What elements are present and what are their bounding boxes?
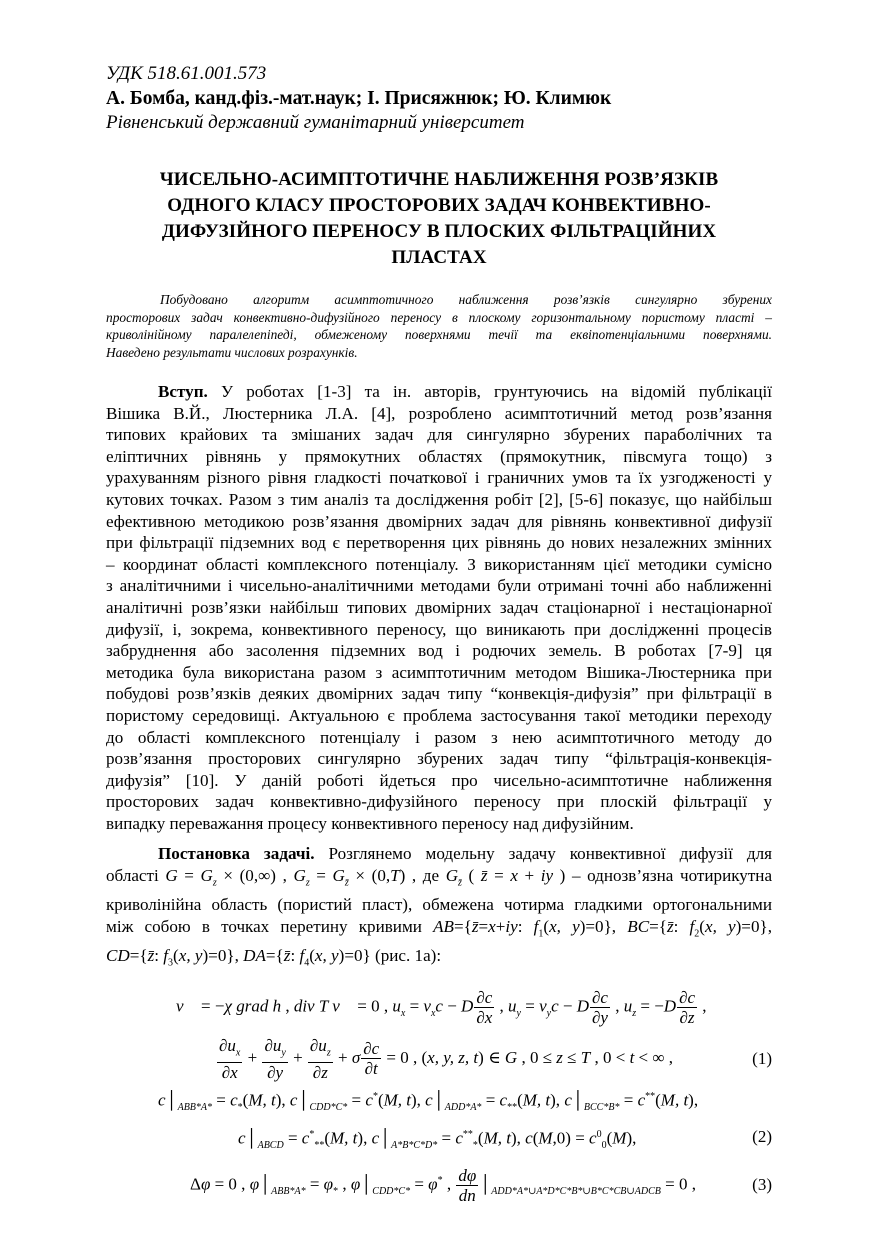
equation-1c: $c│_{ABB*A*} = c_*(M$, t), $c│_{CDD*C*} = c^*(M$, t), $c│_{ADD*A*} = c_{**}(M$, t), $c│_{BCC*B*} = c^{**}(M$, t), (158, 1090, 699, 1113)
intro-line: урахуванням різного рівня гладкості початкової і граничних умов та їх узгодженості у (106, 468, 772, 488)
intro-line: з аналітичними і чисельно-аналітичними методами були отримані точні або наближенні (106, 576, 772, 596)
udk-code: УДК 518.61.001.573 (106, 63, 267, 84)
intro-line: при фільтрації підземних вод є перетворення цих рівнянь до нових незалежних змінних (106, 533, 772, 553)
intro-line: Вішика В.Й., Люстерника Л.А. [4], розроблено асимптотичний метод розв’язання (106, 403, 772, 423)
problem-line: CD={z̄: $f_3(x$, y)=0}, DA={z̄: $f_4(x$, y)=0} (рис. 1а): (106, 945, 442, 969)
abstract-line: Наведено результати числових розрахунків. (106, 344, 358, 360)
equation-1b: $\frac{\partial u_x}{\partial x}$ + $\frac{\partial u_y}{\partial y}$ + $\frac{\partial u_z}{\partial z}$ + σ $\frac{\partial c}{\partial t}$ = 0 , (x, y, z, t) ∈ G , 0 ≤ z ≤ T , 0 < t < ∞ , (1) (219, 1035, 772, 1083)
intro-line: методика була використана разом з асимптотичним методом Вішика-Люстерника при (106, 662, 772, 682)
paper-title (106, 167, 772, 271)
title-line: ДИФУЗІЙНОГО ПЕРЕНОСУ В ПЛОСКИХ ФІЛЬТРАЦІЙНИХ (161, 221, 717, 242)
intro-line: пористому середовищі. Актуальною є проблема застосування такої методики переходу (106, 705, 772, 725)
problem-line: Постановка задачі. Розглянемо модельну задачу конвективної дифузії для (158, 844, 772, 864)
problem-section (106, 843, 772, 973)
equation-number: (1) (752, 1048, 772, 1068)
intro-line: Вступ. У роботах [1-3] та ін. авторів, грунтуючись на відомій публікації (158, 382, 773, 401)
intro-line: дифузії, і, зокрема, конвективного переносу, що виникають при дослідженні процесів (106, 619, 772, 639)
intro-line: випадку переважання процесу конвективного переносу над дифузійним. (106, 813, 634, 833)
intro-line: еліптичних рівнянь у прямокутних областях (прямокутник, півсмуга тощо) з (106, 446, 772, 466)
intro-line: дифузія” [10]. У даній роботі йдеться про чисельно-асимптотичне наближення (106, 770, 772, 790)
equation-number: (2) (752, 1126, 772, 1146)
problem-line: області $G = G_z \times (0,\infty)$ , $G_z = G_{z̄} \times (0,T)$ , де $G_{z̄}$ ( z̄ = x + iy ) – однозв’язна чотирикутна (106, 866, 773, 889)
intro-line: до області комплексного потенціалу і разом з нею асимптотичного методу до (106, 727, 772, 747)
paper-page (106, 62, 772, 1204)
title-line: ОДНОГО КЛАСУ ПРОСТОРОВИХ ЗАДАЧ КОНВЕКТИВНО- (167, 195, 711, 216)
problem-line: між собою в точках перетину кривими AB={z̄=x+iy: $f_1(x$, y)=0}, BC={z̄: $f_2(x$, y)=0}, (106, 916, 772, 940)
problem-heading: Постановка задачі. (158, 844, 315, 864)
intro-line: ефективною методикою розв’язання двомірних задач для рівнянь конвективної дифузії (106, 511, 772, 531)
intro-line: типових крайових та змішаних задач для сингулярно збурених параболічних та (106, 425, 772, 445)
abstract-line: просторових задач конвективно-дифузійного переносу в плоскому горизонтальному пористому пласті – (106, 309, 772, 325)
abstract-line: Побудовано алгоритм асимптотичного наближення розв’язків сингулярно збурених (160, 292, 772, 307)
intro-line: забруднення або засолення підземних вод і родючих земель. В роботах [7-9] ця (106, 641, 772, 661)
equation-2: $c│_{ABCD} = c^*_{**}(M$, t), $c│_{A*B*C*D*} = c^{**}_*(M$, t), $c(M,0) = c^0_0(M)$, (2) (238, 1126, 772, 1151)
authors: А. Бомба, канд.фіз.-мат.наук; І. Присяжнюк; Ю. Климюк (106, 88, 612, 109)
intro-line: кутових точках. Разом з тим аналіз та дослідження робіт [2], [5-6] показує, що найбільш (106, 489, 772, 509)
abstract (106, 291, 772, 361)
equation-number: (3) (752, 1174, 772, 1194)
intro-line: аналітичні розв’язки найбільш типових двомірних задач стаціонарної і нестаціонарної (106, 597, 772, 617)
intro-line: просторових задач конвективно-дифузійного переносу при плоскій фільтрації у (106, 792, 772, 812)
body-text (106, 381, 772, 1204)
intro-line: – координат області комплексного потенціалу. З використанням цієї методики сумісно (106, 554, 772, 574)
affiliation: Рівненський державний гуманітарний університет (106, 112, 525, 133)
problem-line: криволінійна область (пористий пласт), обмежена чотирма гладкими ортогональними (106, 895, 772, 915)
title-line: ПЛАСТАХ (391, 247, 487, 268)
intro-heading: Вступ. (158, 382, 208, 401)
abstract-line: криволінійному паралелепіпеді, обмеженому поверхнями течії та еквіпотенціальними поверхнями. (106, 327, 772, 342)
equation-3: Δφ = 0 , $\varphi│_{ABB*A*} = \varphi_*$ , $\varphi│_{CDD*C*} = \varphi^*$ , $\frac{d\varphi}{dn}$ $│_{ADD*A*\cup A*D*C*B*\cup B*C*CB\cup ADCB} = 0$ , (3) (190, 1165, 772, 1205)
intro-line: побудові розв’язків деяких двомірних задач типу “конвекція-дифузія” при фільтрації в (106, 684, 772, 704)
equation-1a: v⃗ = −χ grad h , div T v⃗ = 0 , $u_x = v_xc - D$ $\frac{\partial c}{\partial x}$ , $u_y = v_yc - D$ $\frac{\partial c}{\partial y}$ , $u_z = -D$ $\frac{\partial c}{\partial z}$ , (176, 987, 707, 1027)
title-line: ЧИСЕЛЬНО-АСИМПТОТИЧНЕ НАБЛИЖЕННЯ РОЗВ’ЯЗКІВ (159, 169, 719, 190)
intro-line: розв’язання просторових сингулярно збурених задач типу “фільтрація-конвекція- (106, 749, 772, 769)
